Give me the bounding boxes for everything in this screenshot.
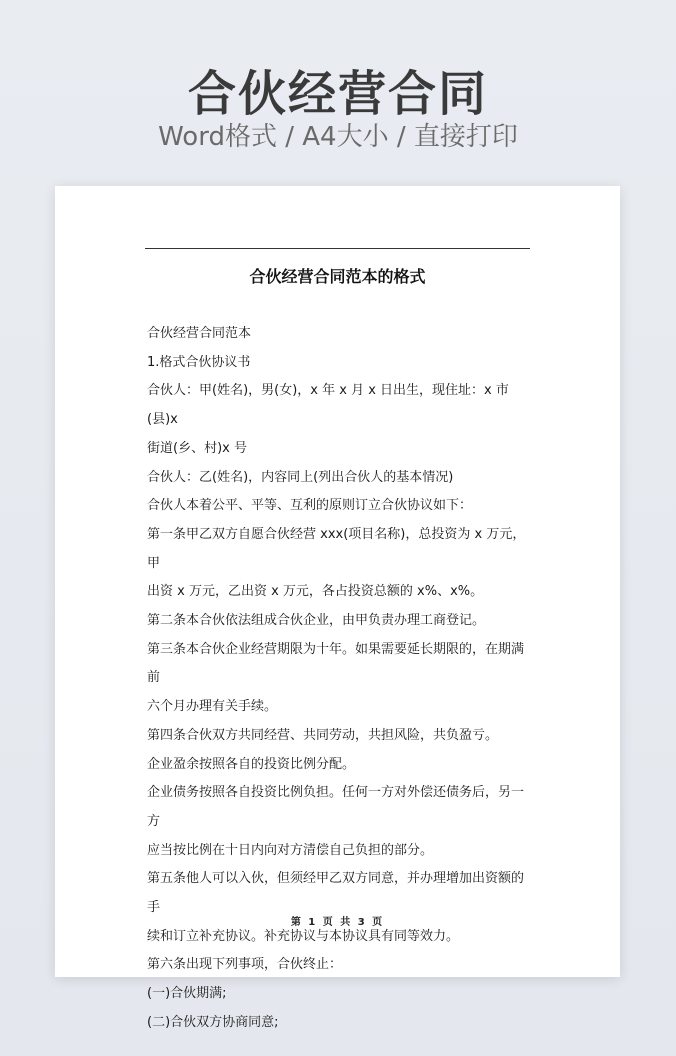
body-line: 续和订立补充协议。补充协议与本协议具有同等效力。 [147,928,460,944]
body-line: (二)合伙双方协商同意; [147,1014,279,1030]
body-line: 合伙经营合同范本 [147,326,252,341]
body-line: 出资 x 万元，乙出资 x 万元，各占投资总额的 x%、x%。 [147,584,484,600]
document-body [147,320,531,1038]
document-page [55,186,620,1030]
body-line: 1.格式合伙协议书 [147,354,251,370]
body-line: 企业债务按照各自投资比例负担。任何一方对外偿还债务后，另一方 [147,785,525,829]
body-line: 第三条本合伙企业经营期限为十年。如果需要延长期限的，在期满前 [147,641,525,686]
body-line: 合伙人：甲(姓名)，男(女)，x 年 x 月 x 日出生，现住址：x 市(县)x [147,383,509,428]
document-title: 合伙经营合同范本的格式 [249,267,426,286]
body-line: 合伙人本着公平、平等、互利的原则订立合伙协议如下： [147,498,473,514]
banner-title: 合伙经营合同 [187,66,488,122]
body-line: 合伙人：乙(姓名)，内容同上(列出合伙人的基本情况) [147,469,454,485]
body-line: 第五条他人可以入伙，但须经甲乙双方同意，并办理增加出资额的手 [147,871,525,916]
header-rule [145,248,530,249]
body-line: (一)合伙期满; [147,986,227,1002]
banner-subtitle: Word格式 / A4大小 / 直接打印 [158,122,518,152]
page-number: 第 1 页 共 3 页 [290,917,385,928]
body-line: 应当按比例在十日内向对方清偿自己负担的部分。 [147,842,434,858]
body-line: 第二条本合伙依法组成合伙企业，由甲负责办理工商登记。 [147,613,486,629]
body-line: 第四条合伙双方共同经营、共同劳动，共担风险，共负盈亏。 [147,727,499,743]
body-line: 第一条甲乙双方自愿合伙经营 xxx(项目名称)，总投资为 x 万元，甲 [147,526,526,571]
body-line: 第六条出现下列事项，合伙终止： [147,957,343,973]
body-line: 六个月办理有关手续。 [147,699,278,715]
body-line: 企业盈余按照各自的投资比例分配。 [147,756,356,772]
body-line: 街道(乡、村)x 号 [147,440,247,456]
